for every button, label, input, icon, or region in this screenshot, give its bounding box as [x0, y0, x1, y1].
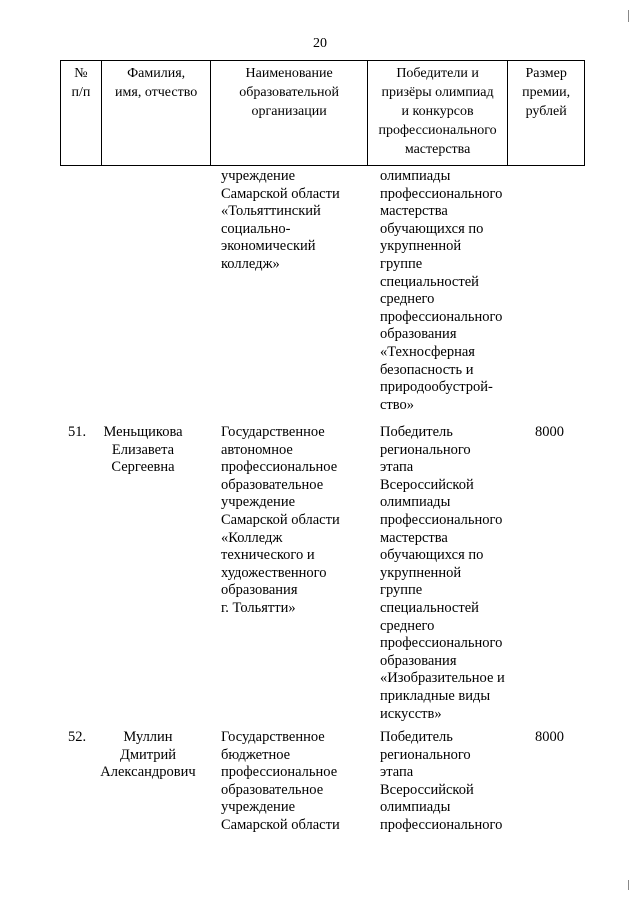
row-organization: Государственное автономное профессиональное образовательное учреждение Самарской области «Колледж технического и художественного образования г. Тольятти»	[221, 424, 340, 616]
header-winners: Победители и призёры олимпиад и конкурсов профессионального мастерства	[368, 61, 508, 165]
row-number: 51.	[68, 424, 87, 440]
header-organization: Наименование образовательной организации	[211, 61, 367, 165]
header-prize-amount: Размер премии, рублей	[522, 66, 571, 119]
table-header	[60, 60, 585, 166]
row-winner-text: Победитель регионального этапа Всероссийской олимпиады профессионального мастерства обучающихся по укрупненной группе специальностей среднего профессионального образования «Изобразительное и прикладные виды искусств»	[380, 424, 505, 722]
scan-edge-mark	[628, 10, 629, 22]
row-organization: Государственное бюджетное профессиональное образовательное учреждение Самарской области	[221, 729, 340, 833]
row-winner-text: Победитель регионального этапа Всероссийской олимпиады профессионального	[380, 729, 503, 833]
row-prize-amount: 8000	[535, 729, 564, 745]
page-number: 20	[313, 36, 327, 51]
row-full-name: Меньщикова Елизавета Сергеевна	[103, 424, 183, 476]
header-full-name: Фамилия, имя, отчество	[102, 61, 212, 165]
row-prize-amount: 8000	[535, 424, 564, 440]
header-number: № п/п	[61, 61, 102, 165]
continued-winner-text: олимпиады профессионального мастерства обучающихся по укрупненной группе специальностей среднего профессионального образования «Техносферная безопасность и природообустрой- ство»	[380, 168, 503, 413]
continued-organization: учреждение Самарской области «Тольяттинский социально- экономический колледж»	[221, 168, 340, 272]
row-full-name: Муллин Дмитрий Александрович	[100, 729, 196, 781]
row-number: 52.	[68, 729, 87, 745]
scan-edge-mark	[628, 880, 629, 890]
